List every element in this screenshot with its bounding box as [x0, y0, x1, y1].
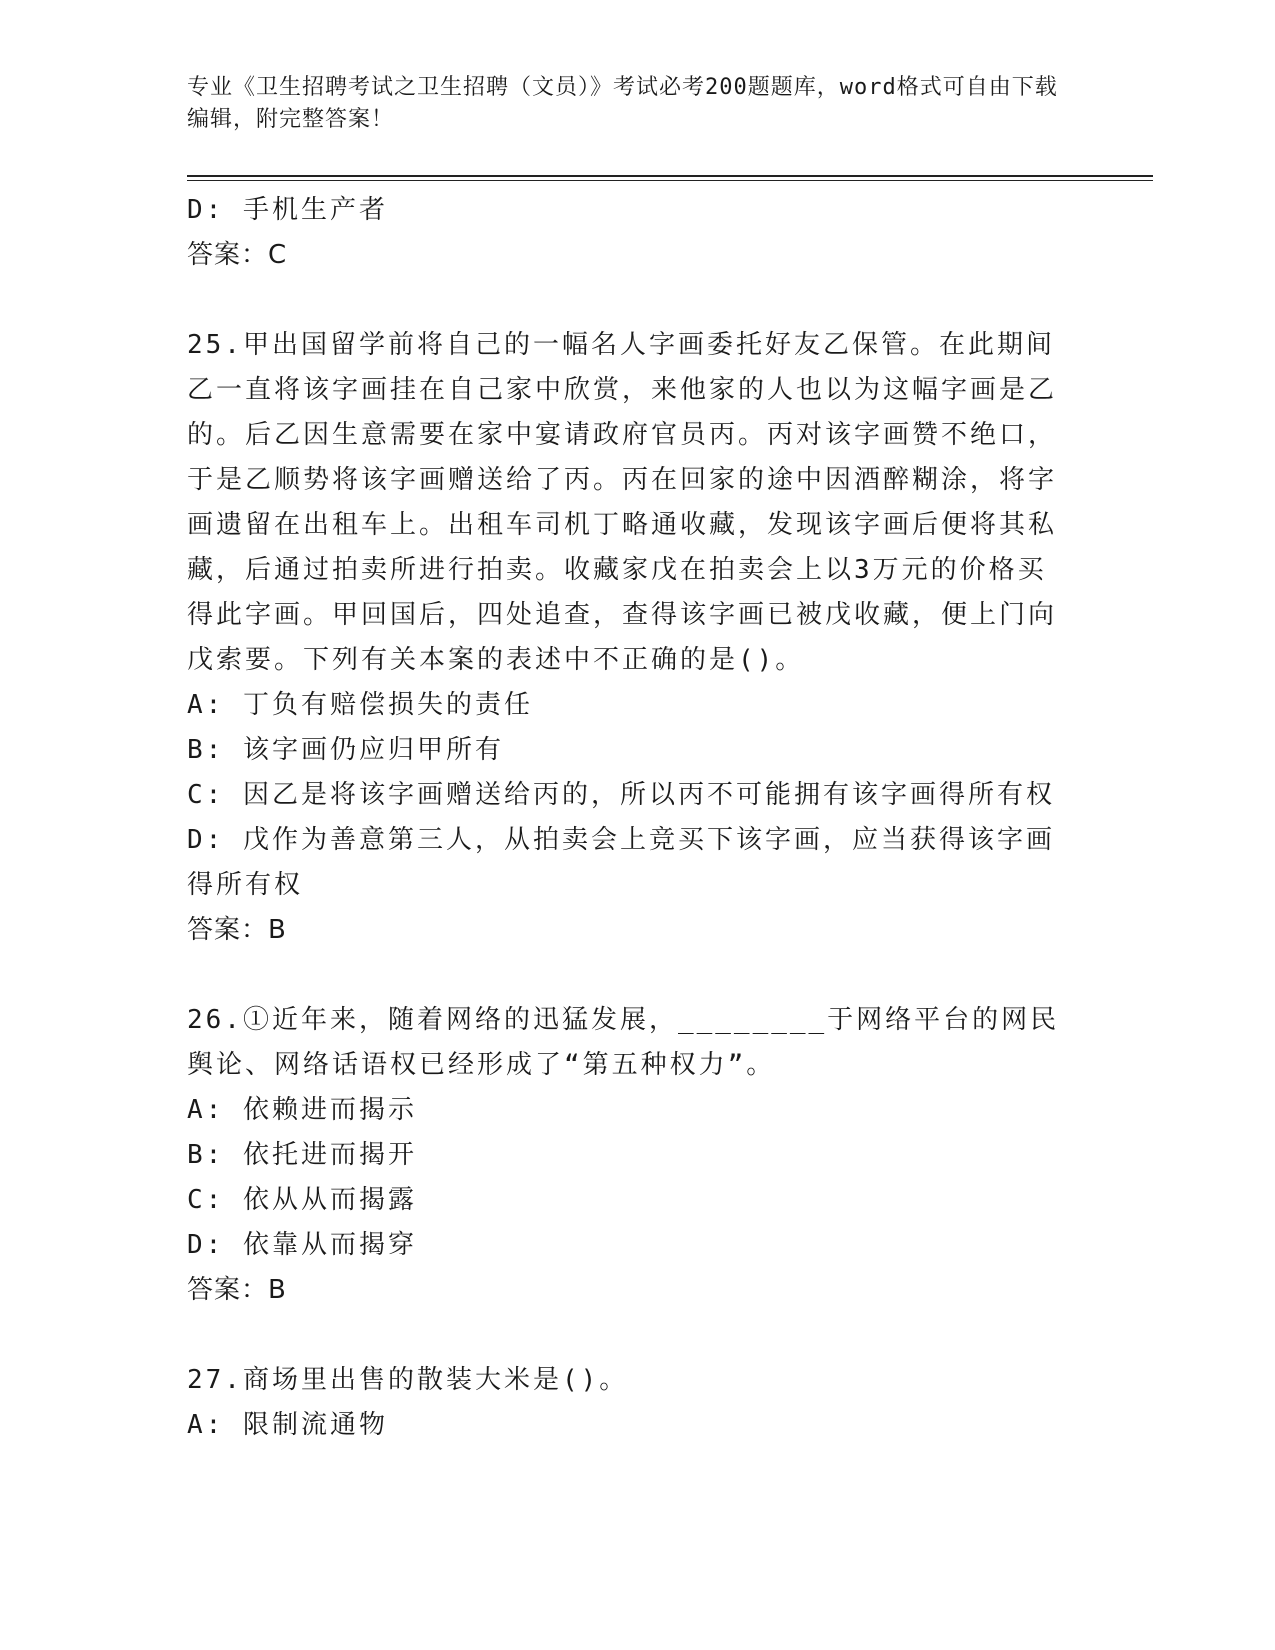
question-26-answer: 答案：B	[187, 1275, 287, 1305]
prev-option-d: D: 手机生产者	[187, 195, 388, 225]
page-header: 专业《卫生招聘考试之卫生招聘（文员）》考试必考200题题库，word格式可自由下载编辑，附完整答案！	[187, 75, 1058, 132]
question-27-option-a: A: 限制流通物	[187, 1410, 388, 1440]
question-25-stem: 25.甲出国留学前将自己的一幅名人字画委托好友乙保管。在此期间乙一直将该字画挂在自己家中欣赏，来他家的人也以为这幅字画是乙的。后乙因生意需要在家中宴请政府官员丙。丙对该字画赞不绝口，于是乙顺势将该字画赠送给了丙。丙在回家的途中因酒醉糊涂，将字画遗留在出租车上。出租车司机丁略通收藏，发现该字画后便将其私藏，后通过拍卖所进行拍卖。收藏家戊在拍卖会上以3万元的价格买得此字画。甲回国后，四处追查，查得该字画已被戊收藏，便上门向戊索要。下列有关本案的表述中不正确的是()。	[187, 330, 1058, 675]
document-body	[187, 188, 1067, 1448]
spacer	[187, 1313, 1067, 1358]
header-rule-thin	[187, 180, 1153, 181]
question-26-stem: 26.①近年来，随着网络的迅猛发展，________于网络平台的网民舆论、网络话语权已经形成了“第五种权力”。	[187, 1005, 1060, 1080]
question-26-option-d: D: 依靠从而揭穿	[187, 1230, 417, 1260]
header-rule-thick	[187, 175, 1153, 177]
question-26-option-b: B: 依托进而揭开	[187, 1140, 417, 1170]
prev-answer: 答案：C	[187, 240, 288, 270]
question-26-option-c: C: 依从从而揭露	[187, 1185, 417, 1215]
question-25-option-a: A: 丁负有赔偿损失的责任	[187, 690, 533, 720]
spacer	[187, 278, 1067, 323]
question-25-option-c: C: 因乙是将该字画赠送给丙的，所以丙不可能拥有该字画得所有权	[187, 780, 1055, 810]
question-25-option-b: B: 该字画仍应归甲所有	[187, 735, 504, 765]
question-27-stem: 27.商场里出售的散装大米是()。	[187, 1365, 629, 1395]
question-25-answer: 答案：B	[187, 915, 287, 945]
spacer	[187, 953, 1067, 998]
question-25-option-d: D: 戊作为善意第三人，从拍卖会上竞买下该字画，应当获得该字画得所有权	[187, 825, 1055, 900]
question-26-option-a: A: 依赖进而揭示	[187, 1095, 417, 1125]
